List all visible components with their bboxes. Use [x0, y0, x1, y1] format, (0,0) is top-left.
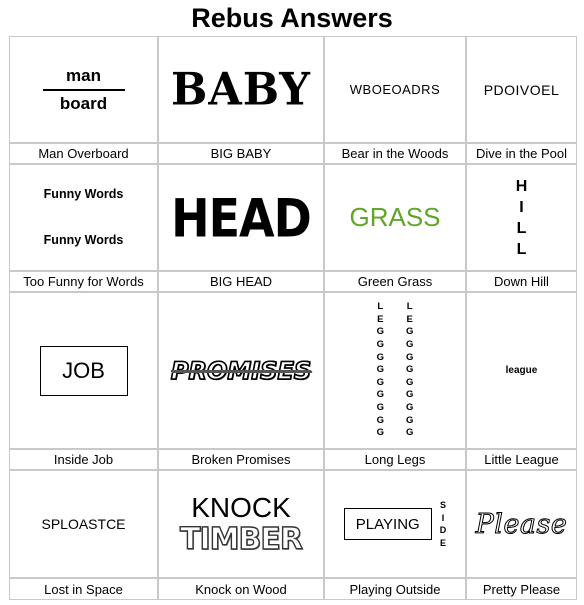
hill-letter: L — [516, 219, 527, 237]
puzzle-long-legs — [324, 292, 466, 449]
legs-letter: G — [376, 339, 384, 351]
side-letter: I — [441, 512, 445, 523]
legs-letter: G — [406, 376, 414, 388]
hill-letter: L — [516, 240, 527, 258]
man-text: man — [66, 65, 101, 85]
puzzle-down-hill — [466, 164, 577, 271]
legs-column — [406, 301, 413, 440]
caption-dive-pool: Dive in the Pool — [466, 143, 577, 164]
caption-knock-wood: Knock on Wood — [158, 578, 324, 600]
caption-too-funny: Too Funny for Words — [9, 271, 158, 292]
legs-letter: G — [406, 427, 414, 439]
puzzle-pretty-please — [466, 470, 577, 578]
puzzle-big-baby — [158, 36, 324, 143]
funny-line-2: Funny Words — [43, 186, 124, 201]
legs-letter: G — [406, 389, 414, 401]
side-letter: E — [439, 537, 446, 548]
caption-inside-job: Inside Job — [9, 449, 158, 470]
caption-big-head: BIG HEAD — [158, 271, 324, 292]
legs-letter: G — [406, 339, 414, 351]
playing-text: PLAYING — [355, 515, 420, 533]
please-text: Please — [475, 508, 568, 540]
funny-line-3: Funny Words — [43, 233, 124, 247]
puzzle-dive-pool — [466, 36, 577, 143]
caption-man-overboard: Man Overboard — [9, 143, 158, 164]
head-text: HEAD — [171, 186, 311, 249]
legs-letter: L — [377, 301, 384, 313]
puzzle-green-grass — [324, 164, 466, 271]
legs-letter: G — [376, 427, 384, 439]
job-text: JOB — [62, 357, 105, 383]
legs-letter: G — [376, 364, 384, 376]
side-letter: S — [439, 500, 446, 510]
rebus-grid — [9, 36, 577, 600]
caption-green-grass: Green Grass — [324, 271, 466, 292]
hill-letter: H — [515, 177, 528, 195]
puzzle-knock-wood — [158, 470, 324, 578]
caption-big-baby: BIG BABY — [158, 143, 324, 164]
promises-text: PROMISES — [170, 356, 312, 385]
caption-pretty-please: Pretty Please — [466, 578, 577, 600]
legs-letter: L — [406, 301, 413, 313]
puzzle-broken-promises — [158, 292, 324, 449]
timber-text: TIMBER — [180, 522, 302, 557]
caption-bear-woods: Bear in the Woods — [324, 143, 466, 164]
legs-letter: E — [406, 313, 413, 325]
puzzle-bear-woods — [324, 36, 466, 143]
hill-letter: I — [519, 198, 524, 216]
wboe-text: WBOEOADRS — [349, 82, 441, 97]
page-title: Rebus Answers — [191, 3, 393, 33]
legs-letter: G — [376, 376, 384, 388]
legs-letter: E — [377, 313, 384, 325]
puzzle-too-funny — [9, 164, 158, 271]
legs-letter: G — [376, 351, 384, 363]
puzzle-lost-space — [9, 470, 158, 578]
legs-letter: G — [376, 414, 384, 426]
puzzle-big-head — [158, 164, 324, 271]
caption-broken-promises: Broken Promises — [158, 449, 324, 470]
legs-letter: G — [376, 401, 384, 413]
baby-text: BABY — [171, 63, 311, 116]
pdoi-text: PDOIVOEL — [483, 81, 560, 98]
caption-down-hill: Down Hill — [466, 271, 577, 292]
legs-column — [377, 301, 384, 440]
caption-playing-outside: Playing Outside — [324, 578, 466, 600]
caption-long-legs: Long Legs — [324, 449, 466, 470]
puzzle-little-league — [466, 292, 577, 449]
knock-text: KNOCK — [191, 492, 291, 523]
legs-letter: G — [376, 326, 384, 338]
side-letter: D — [439, 525, 447, 535]
fraction-line — [43, 89, 125, 91]
caption-little-league: Little League — [466, 449, 577, 470]
puzzle-man-overboard — [9, 36, 158, 143]
legs-letter: G — [406, 414, 414, 426]
puzzle-inside-job — [9, 292, 158, 449]
legs-letter: G — [406, 364, 414, 376]
sploast-text: SPLOASTCE — [41, 516, 126, 532]
grass-text: GRASS — [349, 202, 441, 232]
board-text: board — [59, 93, 108, 113]
legs-letter: G — [406, 401, 414, 413]
playing-box — [344, 508, 432, 540]
legs-letter: G — [406, 326, 414, 338]
legs-letter: G — [406, 351, 414, 363]
legs-letter: G — [376, 389, 384, 401]
job-box — [40, 346, 128, 396]
league-text: league — [505, 365, 538, 376]
puzzle-playing-outside — [324, 470, 466, 578]
caption-lost-space: Lost in Space — [9, 578, 158, 600]
